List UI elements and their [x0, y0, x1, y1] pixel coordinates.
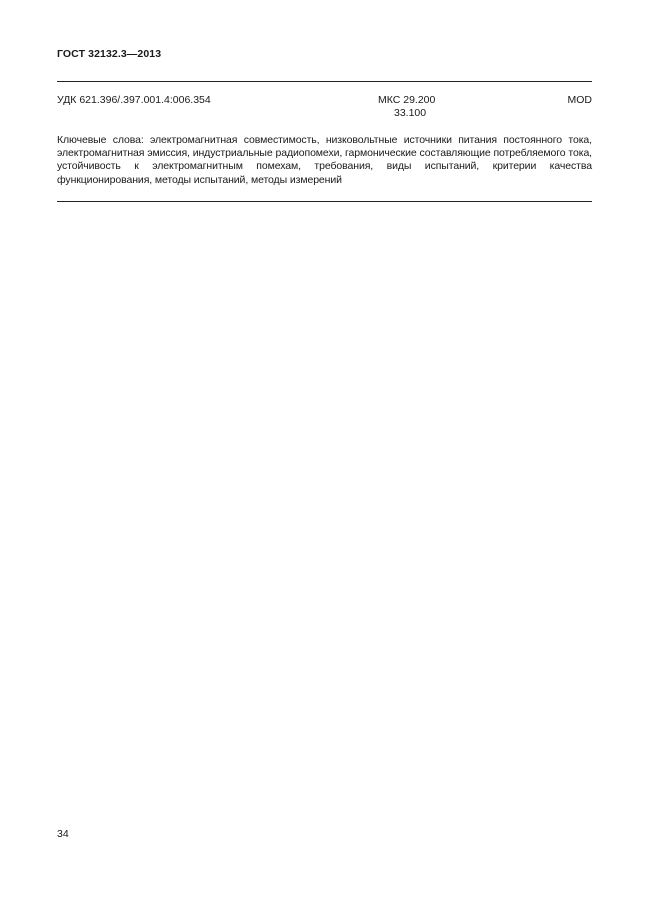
bottom-divider [57, 201, 592, 202]
udk-code: УДК 621.396/.397.001.4:006.354 [57, 94, 211, 106]
keywords-paragraph: Ключевые слова: электромагнитная совместимость, низковольтные источники питания постоянного тока, электромагнитная эмиссия, индустриальные радиопомехи, гармонические составляющие потребляемого тока, устойчивость к электромагнитным помехам, требования, виды испытаний, критерии качества функционирования, методы испытаний, методы измерений [57, 134, 592, 186]
mks-code-secondary: 33.100 [394, 107, 427, 119]
mks-code-primary: МКС 29.200 [378, 94, 436, 106]
standard-code-header: ГОСТ 32132.3—2013 [57, 48, 162, 60]
mks-codes [378, 94, 435, 120]
degree-of-correspondence: MOD [567, 94, 592, 106]
top-divider [57, 81, 592, 82]
page-number: 34 [57, 828, 69, 840]
